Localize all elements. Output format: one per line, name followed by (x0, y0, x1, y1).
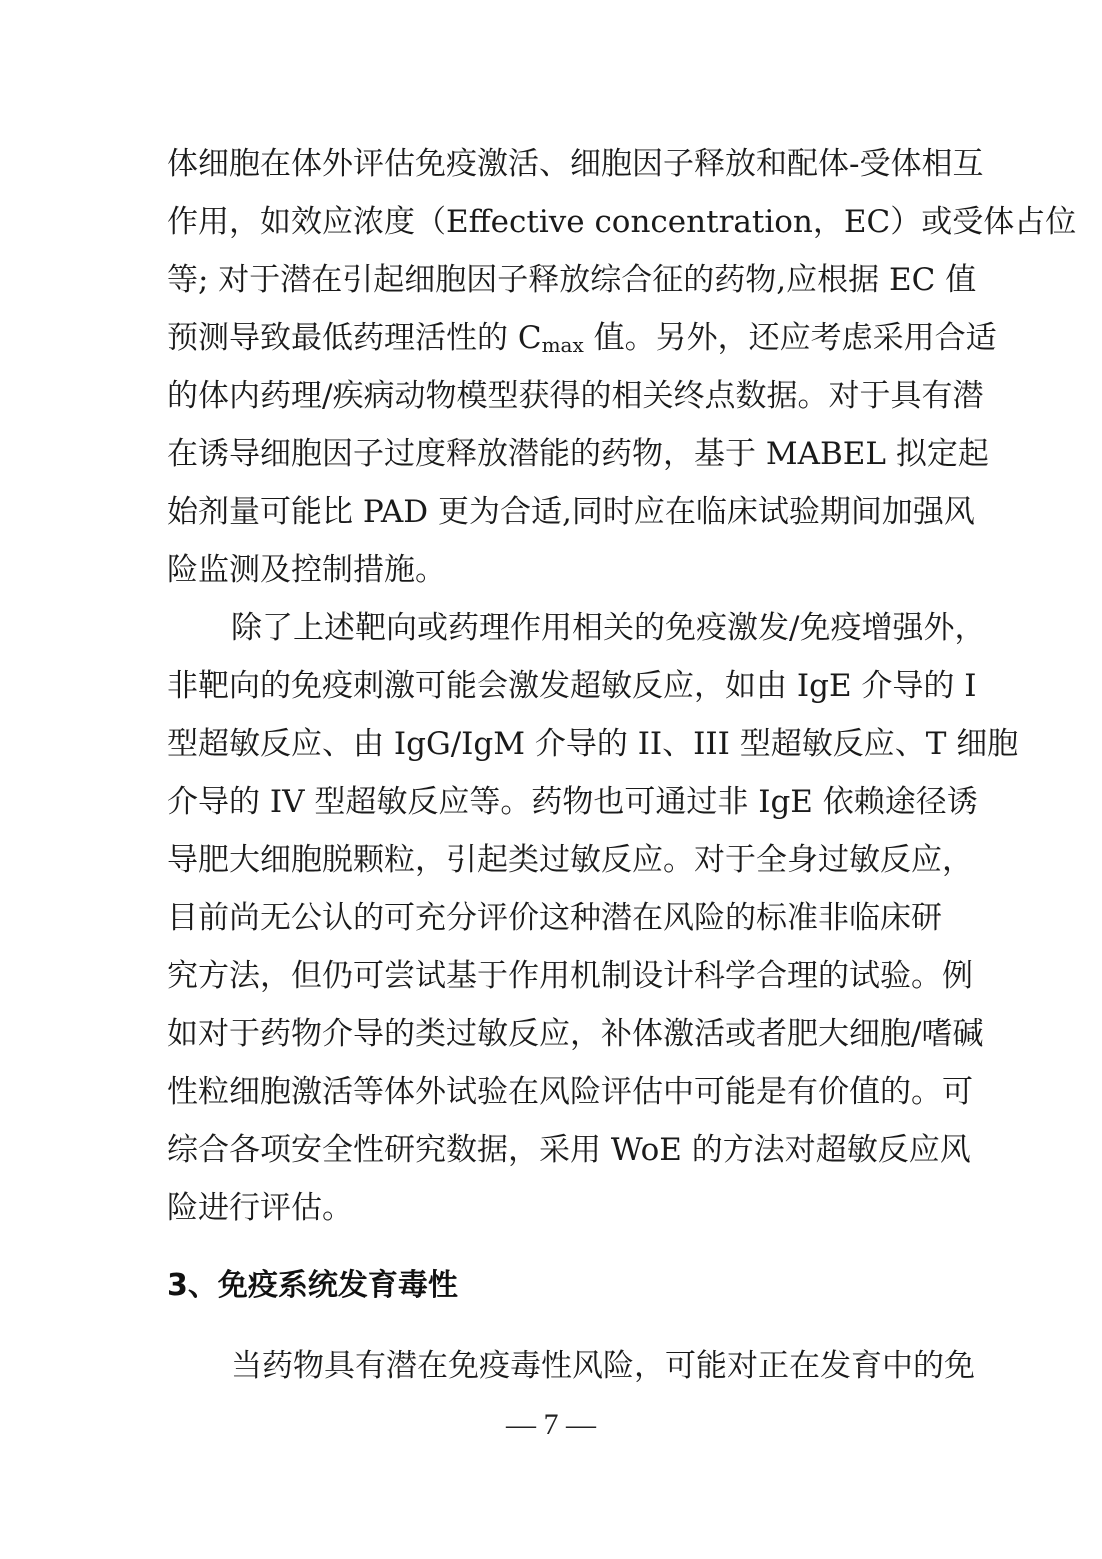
paragraph-2-line-2: 非靶向的免疫刺激可能会激发超敏反应，如由 IgE 介导的 I (167, 668, 977, 704)
paragraph-2-line-8: 如对于药物介导的类过敏反应，补体激活或者肥大细胞/嗜碱 (167, 1016, 984, 1052)
paragraph-1-line-7: 始剂量可能比 PAD 更为合适,同时应在临床试验期间加强风 (167, 494, 975, 530)
paragraph-3-line-1: 当药物具有潜在免疫毒性风险，可能对正在发育中的免 (231, 1348, 975, 1384)
paragraph-1-line-3: 等; 对于潜在引起细胞因子释放综合征的药物,应根据 EC 值 (167, 262, 977, 298)
paragraph-2-line-1: 除了上述靶向或药理作用相关的免疫激发/免疫增强外， (231, 610, 986, 646)
paragraph-1-line-4 (167, 318, 997, 361)
paragraph-1-line-8: 险监测及控制措施。 (167, 552, 446, 588)
paragraph-2-line-11: 险进行评估。 (167, 1190, 353, 1226)
paragraph-2-line-5: 导肥大细胞脱颗粒，引起类过敏反应。对于全身过敏反应， (167, 842, 973, 878)
cmax-subscript: max (541, 333, 584, 357)
section-heading: 3、免疫系统发育毒性 (167, 1268, 458, 1303)
paragraph-2-line-9: 性粒细胞激活等体外试验在风险评估中可能是有价值的。可 (167, 1074, 973, 1110)
cmax-prefix: 预测导致最低药理活性的 C (167, 320, 542, 356)
paragraph-1-line-5: 的体内药理/疾病动物模型获得的相关终点数据。对于具有潜 (167, 378, 984, 414)
cmax-line-tail: 值。另外，还应考虑采用合适 (583, 320, 997, 356)
paragraph-2-line-6: 目前尚无公认的可充分评价这种潜在风险的标准非临床研 (167, 900, 942, 936)
paragraph-2-line-7: 究方法，但仍可尝试基于作用机制设计科学合理的试验。例 (167, 958, 973, 994)
paragraph-1-line-1: 体细胞在体外评估免疫激活、细胞因子释放和配体-受体相互 (167, 146, 984, 182)
paragraph-2-line-3: 型超敏反应、由 IgG/IgM 介导的 II、III 型超敏反应、T 细胞 (167, 726, 1019, 762)
paragraph-1-line-6: 在诱导细胞因子过度释放潜能的药物，基于 MABEL 拟定起 (167, 436, 989, 472)
paragraph-2-line-4: 介导的 IV 型超敏反应等。药物也可通过非 IgE 依赖途径诱 (167, 784, 978, 820)
page-number: — 7 — (506, 1408, 596, 1441)
paragraph-2-line-10: 综合各项安全性研究数据，采用 WoE 的方法对超敏反应风 (167, 1132, 971, 1168)
paragraph-1-line-2: 作用，如效应浓度（Effective concentration，EC）或受体占位 (167, 204, 1077, 240)
